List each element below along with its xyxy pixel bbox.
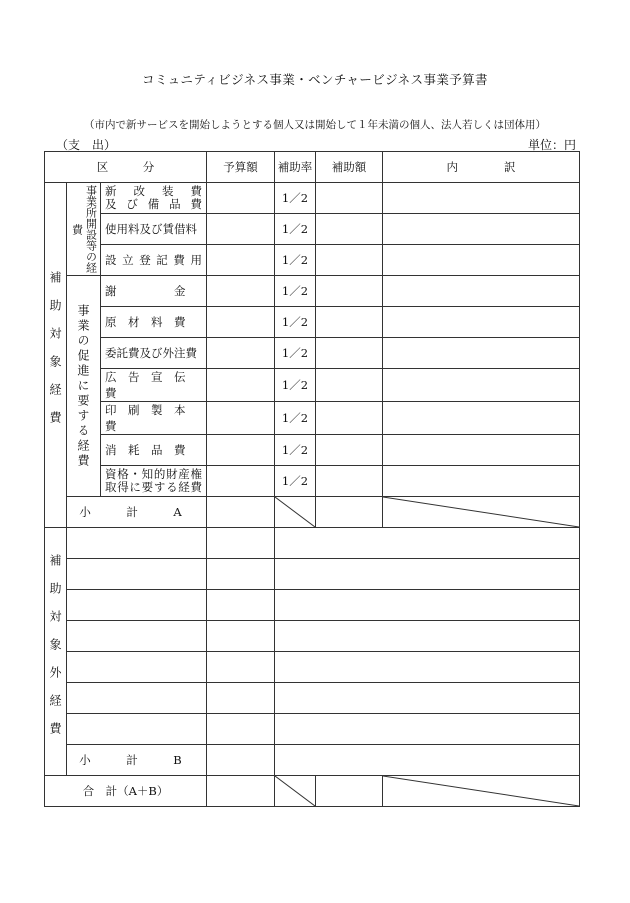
unit-label: 単位：円 xyxy=(527,138,576,152)
non-subsidized-group-label: 補助対象外経費 xyxy=(45,528,67,776)
header-category: 区 分 xyxy=(45,152,207,183)
budget-cell[interactable] xyxy=(207,776,275,807)
breakdown-cell[interactable] xyxy=(275,590,580,621)
item-honorarium: 謝 金 xyxy=(101,276,207,307)
budget-cell[interactable] xyxy=(207,338,275,369)
breakdown-cell[interactable] xyxy=(383,214,580,245)
total-label: 合 計（A＋B） xyxy=(45,776,207,807)
breakdown-cell[interactable] xyxy=(275,745,580,776)
breakdown-cell[interactable] xyxy=(275,714,580,745)
budget-cell[interactable] xyxy=(207,402,275,435)
amount-cell[interactable] xyxy=(316,245,383,276)
budget-cell[interactable] xyxy=(207,621,275,652)
subtotal-a-row xyxy=(45,497,580,528)
amount-cell[interactable] xyxy=(316,435,383,466)
breakdown-cell[interactable] xyxy=(383,307,580,338)
amount-cell[interactable] xyxy=(316,402,383,435)
document-subtitle: （市内で新サービスを開始しようとする個人又は開始して１年未満の個人、法人若しくは団体用） xyxy=(84,119,546,131)
item-materials: 原 材 料 費 xyxy=(101,307,207,338)
item-cell[interactable] xyxy=(67,714,207,745)
budget-cell[interactable] xyxy=(207,245,275,276)
startup-group-label: 事業所開設等の経費 xyxy=(67,183,101,276)
budget-cell[interactable] xyxy=(207,683,275,714)
item-cell[interactable] xyxy=(67,683,207,714)
budget-cell[interactable] xyxy=(207,745,275,776)
item-outsourcing: 委託費及び外注費 xyxy=(101,338,207,369)
breakdown-cell[interactable] xyxy=(383,338,580,369)
breakdown-cell[interactable] xyxy=(275,528,580,559)
table-row xyxy=(45,369,580,402)
item-cell[interactable] xyxy=(67,621,207,652)
rate-cell: 1／2 xyxy=(275,466,316,497)
item-ip-acquisition: 資格・知的財産権 取得に要する経費 xyxy=(101,466,207,497)
table-row xyxy=(45,214,580,245)
rate-cell: 1／2 xyxy=(275,435,316,466)
breakdown-cell[interactable] xyxy=(275,652,580,683)
table-row xyxy=(45,435,580,466)
item-printing: 印 刷 製 本 費 xyxy=(101,402,207,435)
item-registration: 設立登記費用 xyxy=(101,245,207,276)
table-row xyxy=(45,652,580,683)
breakdown-diagonal xyxy=(383,497,580,528)
table-row xyxy=(45,245,580,276)
header-rate: 補助率 xyxy=(275,152,316,183)
header-row xyxy=(45,152,580,183)
table-row xyxy=(45,559,580,590)
breakdown-cell[interactable] xyxy=(383,402,580,435)
item-cell[interactable] xyxy=(67,590,207,621)
amount-cell[interactable] xyxy=(316,183,383,214)
amount-cell[interactable] xyxy=(316,369,383,402)
budget-cell[interactable] xyxy=(207,559,275,590)
rate-cell: 1／2 xyxy=(275,307,316,338)
table-row xyxy=(45,714,580,745)
promotion-group-label: 事業の促進に要する経費 xyxy=(67,276,101,497)
budget-cell[interactable] xyxy=(207,435,275,466)
rate-cell: 1／2 xyxy=(275,183,316,214)
breakdown-cell[interactable] xyxy=(383,435,580,466)
breakdown-cell[interactable] xyxy=(275,621,580,652)
budget-cell[interactable] xyxy=(207,276,275,307)
budget-cell[interactable] xyxy=(207,528,275,559)
amount-cell[interactable] xyxy=(316,497,383,528)
table-row xyxy=(45,307,580,338)
table-row xyxy=(45,590,580,621)
budget-cell[interactable] xyxy=(207,714,275,745)
table-row xyxy=(45,683,580,714)
item-consumables: 消 耗 品 費 xyxy=(101,435,207,466)
document-title: コミュニティビジネス事業・ベンチャービジネス事業予算書 xyxy=(142,72,488,87)
header-budget: 予算額 xyxy=(207,152,275,183)
subtotal-b-label: 小 計 B xyxy=(67,745,207,776)
subtotal-a-label: 小 計 A xyxy=(67,497,207,528)
table-row xyxy=(45,621,580,652)
subtotal-b-row xyxy=(45,745,580,776)
breakdown-cell[interactable] xyxy=(275,683,580,714)
amount-cell[interactable] xyxy=(316,307,383,338)
amount-cell[interactable] xyxy=(316,214,383,245)
item-cell[interactable] xyxy=(67,559,207,590)
header-breakdown: 内 訳 xyxy=(383,152,580,183)
item-cell[interactable] xyxy=(67,652,207,683)
header-amount: 補助額 xyxy=(316,152,383,183)
breakdown-cell[interactable] xyxy=(383,369,580,402)
breakdown-cell[interactable] xyxy=(383,466,580,497)
table-row xyxy=(45,528,580,559)
rate-cell: 1／2 xyxy=(275,276,316,307)
breakdown-cell[interactable] xyxy=(383,183,580,214)
amount-cell[interactable] xyxy=(316,338,383,369)
table-row xyxy=(45,402,580,435)
item-rent: 使用料及び賃借料 xyxy=(101,214,207,245)
rate-cell: 1／2 xyxy=(275,214,316,245)
subsidized-group-label: 補助対象経費 xyxy=(45,183,67,528)
budget-cell[interactable] xyxy=(207,590,275,621)
amount-cell[interactable] xyxy=(316,276,383,307)
amount-cell[interactable] xyxy=(316,776,383,807)
rate-diagonal xyxy=(275,776,316,807)
budget-cell[interactable] xyxy=(207,466,275,497)
breakdown-diagonal xyxy=(383,776,580,807)
budget-cell[interactable] xyxy=(207,369,275,402)
table-row xyxy=(45,466,580,497)
total-row xyxy=(45,776,580,807)
rate-diagonal xyxy=(275,497,316,528)
breakdown-cell[interactable] xyxy=(383,245,580,276)
rate-cell: 1／2 xyxy=(275,402,316,435)
budget-cell[interactable] xyxy=(207,307,275,338)
item-advertising: 広 告 宣 伝 費 xyxy=(101,369,207,402)
budget-cell[interactable] xyxy=(207,214,275,245)
table-row xyxy=(45,183,580,214)
item-cell[interactable] xyxy=(67,528,207,559)
budget-cell[interactable] xyxy=(207,652,275,683)
table-row xyxy=(45,338,580,369)
item-renovation: 新 改 装 費 及 び 備 品 費 xyxy=(101,183,207,214)
breakdown-cell[interactable] xyxy=(383,276,580,307)
rate-cell: 1／2 xyxy=(275,369,316,402)
budget-cell[interactable] xyxy=(207,497,275,528)
section-label: （支 出） xyxy=(56,138,117,152)
rate-cell: 1／2 xyxy=(275,338,316,369)
breakdown-cell[interactable] xyxy=(275,559,580,590)
table-row xyxy=(45,276,580,307)
budget-cell[interactable] xyxy=(207,183,275,214)
amount-cell[interactable] xyxy=(316,466,383,497)
rate-cell: 1／2 xyxy=(275,245,316,276)
budget-table xyxy=(44,151,580,807)
